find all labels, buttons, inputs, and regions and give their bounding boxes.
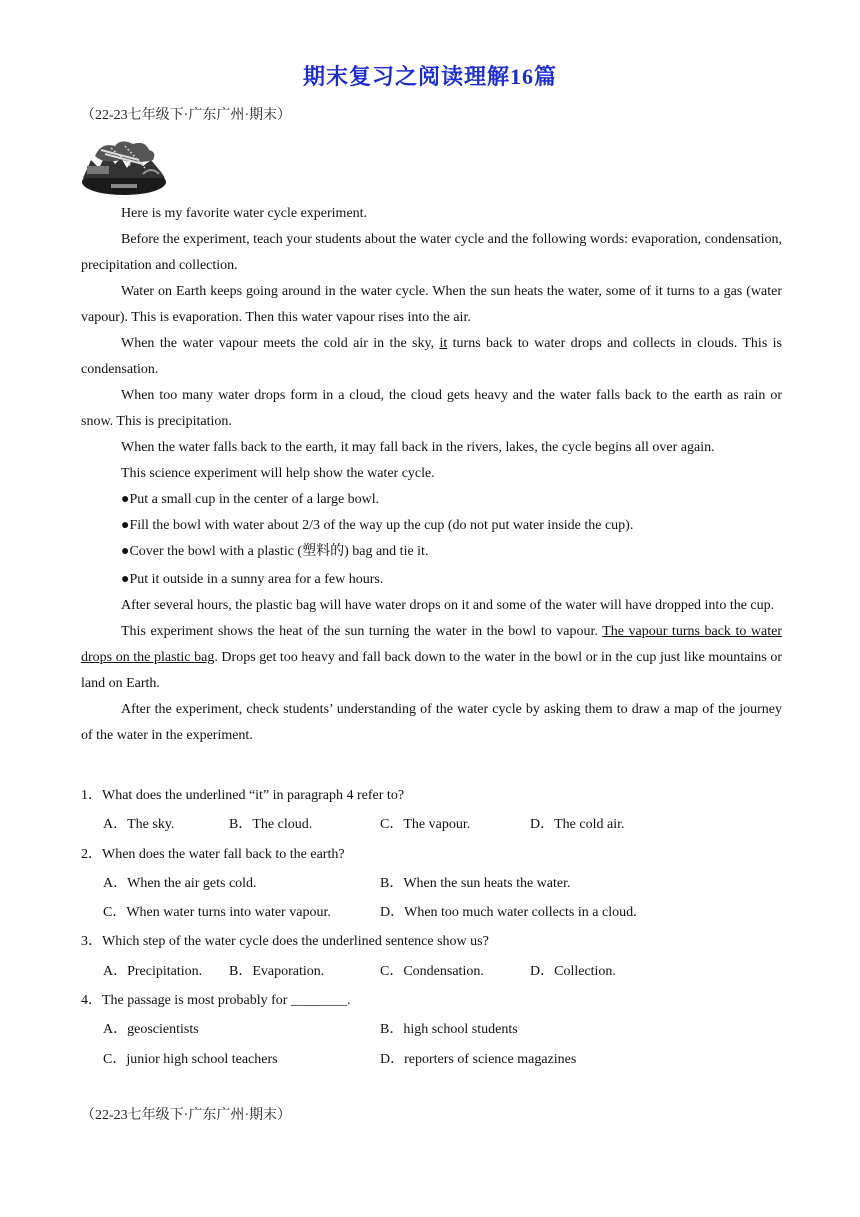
underlined-sentence: The vapour turns back to water drops on the plastic bag: [81, 624, 782, 665]
bullet-item: ●Fill the bowl with water about 2/3 of the way up the cup (do not put water inside the cup).: [121, 518, 634, 533]
option-d: D．Collection.: [530, 963, 616, 979]
option-a: A．The sky.: [103, 817, 175, 833]
paragraph: After the experiment, check students’ understanding of the water cycle by asking them to draw a map of the journey of the water in the experiment.: [81, 702, 782, 743]
option-c: C．When water turns into water vapour.: [103, 905, 331, 921]
paragraph: Before the experiment, teach your students about the water cycle and the following words: evaporation, condensation, precipitation and collection.: [81, 232, 782, 273]
bullet-item: ●Put it outside in a sunny area for a few hours.: [121, 572, 384, 587]
reading-passage: [81, 201, 782, 749]
paragraph: [81, 331, 782, 383]
question-stem: 1．What does the underlined “it” in paragraph 4 refer to?: [81, 788, 405, 803]
options-row: [81, 1015, 782, 1044]
option-c: C．junior high school teachers: [103, 1051, 278, 1067]
options-row: [81, 898, 782, 927]
option-b: B．The cloud.: [229, 817, 313, 833]
text-span: turns back to water drops and collects in clouds. This is condensation.: [81, 336, 782, 377]
option-c: C．Condensation.: [380, 963, 484, 979]
option-a: A．geoscientists: [103, 1022, 199, 1038]
bullet-item: ●Put a small cup in the center of a large bowl.: [121, 492, 380, 507]
paragraph: When the water falls back to the earth, it may fall back in the rivers, lakes, the cycle begins all over again.: [121, 440, 715, 455]
question-stem: 2．When does the water fall back to the earth?: [81, 846, 345, 862]
question-stem: 3．Which step of the water cycle does the underlined sentence show us?: [81, 934, 489, 950]
paragraph: Water on Earth keeps going around in the water cycle. When the sun heats the water, some of it turns to a gas (water vapour). This is evaporation. Then this water vapour rises into the air.: [81, 284, 782, 325]
text-span: This experiment shows the heat of the sun turning the water in the bowl to vapour.: [121, 624, 603, 639]
text-span: When the water vapour meets the cold air in the sky,: [121, 336, 440, 351]
questions-section: [81, 781, 782, 1074]
paragraph: After several hours, the plastic bag will have water drops on it and some of the water will have dropped into the cup.: [121, 598, 775, 613]
source-label: （22-23七年级下·广东广州·期末）: [81, 1108, 291, 1123]
option-b: B．Evaporation.: [229, 963, 325, 979]
option-b: B．When the sun heats the water.: [380, 875, 571, 891]
text-span: . Drops get too heavy and fall back down to the water in the bowl or in the cup just like mountains or land on Earth.: [81, 650, 782, 691]
option-a: A．When the air gets cold.: [103, 875, 257, 891]
page-title: 期末复习之阅读理解16篇: [302, 64, 557, 89]
option-b: B．high school students: [380, 1022, 518, 1038]
source-label: （22-23七年级下·广东广州·期末）: [81, 108, 291, 123]
paragraph: When too many water drops form in a cloud, the cloud gets heavy and the water falls back to the earth as rain or snow. This is precipitation.: [81, 388, 782, 429]
option-a: A．Precipitation.: [103, 963, 203, 979]
option-d: D．The cold air.: [530, 817, 625, 833]
options-row: [81, 957, 782, 986]
water-cycle-illustration: [81, 138, 167, 196]
options-row: [81, 869, 782, 898]
underlined-word: it: [439, 336, 448, 351]
paragraph: Here is my favorite water cycle experiment.: [121, 206, 368, 221]
option-d: D．When too much water collects in a cloud.: [380, 905, 637, 921]
paragraph: [81, 619, 782, 697]
question-stem: 4．The passage is most probably for ________.: [81, 993, 351, 1009]
option-c: C．The vapour.: [380, 817, 471, 833]
bullet-item: ●Cover the bowl with a plastic (塑料的) bag and tie it.: [121, 544, 429, 559]
paragraph: This science experiment will help show the water cycle.: [121, 466, 435, 481]
option-d: D．reporters of science magazines: [380, 1051, 577, 1067]
options-row: [81, 1045, 782, 1074]
options-row: [81, 810, 782, 839]
